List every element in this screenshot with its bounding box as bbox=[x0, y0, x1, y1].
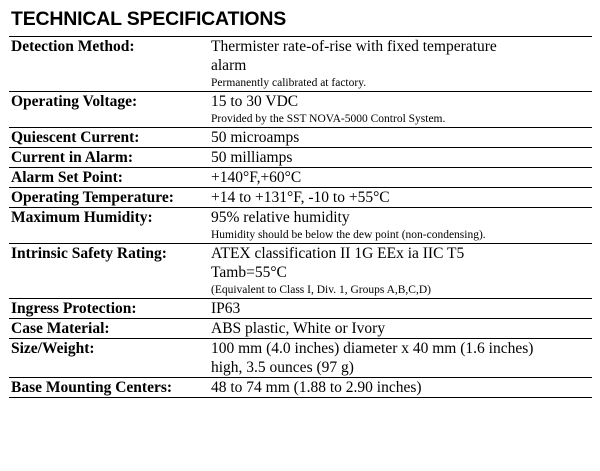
spec-label: Case Material: bbox=[11, 320, 110, 337]
spec-row bbox=[9, 207, 592, 243]
spec-value-line: 48 to 74 mm (1.88 to 2.90 inches) bbox=[211, 379, 422, 396]
spec-note: Humidity should be below the dew point (non-condensing). bbox=[211, 229, 486, 241]
spec-label: Base Mounting Centers: bbox=[11, 379, 173, 396]
spec-label: Detection Method: bbox=[11, 38, 135, 55]
spec-value-line: 95% relative humidity bbox=[211, 209, 350, 226]
spec-value-line: 100 mm (4.0 inches) diameter x 40 mm (1.6 inches) bbox=[211, 340, 534, 357]
spec-value bbox=[207, 188, 592, 207]
spec-row bbox=[9, 318, 592, 338]
spec-value-line: Tamb=55°C bbox=[211, 264, 287, 281]
spec-row bbox=[9, 36, 592, 91]
spec-value bbox=[207, 339, 592, 377]
spec-row bbox=[9, 377, 592, 398]
spec-note: Permanently calibrated at factory. bbox=[211, 77, 367, 89]
spec-row bbox=[9, 243, 592, 298]
spec-value bbox=[207, 244, 592, 298]
spec-label: Current in Alarm: bbox=[11, 149, 133, 166]
spec-sheet bbox=[9, 8, 592, 398]
spec-value bbox=[207, 299, 592, 318]
spec-value-line: 15 to 30 VDC bbox=[211, 93, 299, 110]
spec-value bbox=[207, 148, 592, 167]
spec-value bbox=[207, 128, 592, 147]
spec-row bbox=[9, 298, 592, 318]
spec-value-line: high, 3.5 ounces (97 g) bbox=[211, 359, 354, 376]
spec-value-line: ATEX classification II 1G EEx ia IIC T5 bbox=[211, 245, 465, 262]
spec-label: Operating Voltage: bbox=[11, 93, 138, 110]
spec-value-line: IP63 bbox=[211, 300, 241, 317]
spec-value bbox=[207, 208, 592, 243]
spec-table bbox=[9, 36, 592, 398]
spec-value-line: 50 microamps bbox=[211, 129, 300, 146]
spec-note: Provided by the SST NOVA-5000 Control System. bbox=[211, 113, 446, 125]
spec-value bbox=[207, 92, 592, 127]
spec-label: Ingress Protection: bbox=[11, 300, 137, 317]
spec-label: Size/Weight: bbox=[11, 340, 95, 357]
spec-value-line: 50 milliamps bbox=[211, 149, 293, 166]
spec-value bbox=[207, 168, 592, 187]
spec-label: Quiescent Current: bbox=[11, 129, 140, 146]
spec-row bbox=[9, 147, 592, 167]
spec-row bbox=[9, 187, 592, 207]
spec-label: Operating Temperature: bbox=[11, 189, 174, 206]
spec-value-line: alarm bbox=[211, 57, 247, 74]
spec-row bbox=[9, 338, 592, 377]
spec-value-line: ABS plastic, White or Ivory bbox=[211, 320, 386, 337]
spec-value bbox=[207, 37, 592, 91]
spec-row bbox=[9, 91, 592, 127]
spec-value-line: Thermister rate-of-rise with fixed temperature bbox=[211, 38, 497, 55]
spec-note: (Equivalent to Class I, Div. 1, Groups A,B,C,D) bbox=[211, 284, 431, 296]
spec-value bbox=[207, 319, 592, 338]
spec-value-line: +14 to +131°F, -10 to +55°C bbox=[211, 189, 390, 206]
spec-value-line: +140°F,+60°C bbox=[211, 169, 302, 186]
page-title: TECHNICAL SPECIFICATIONS bbox=[11, 8, 287, 30]
spec-label: Intrinsic Safety Rating: bbox=[11, 245, 167, 262]
spec-row bbox=[9, 127, 592, 147]
spec-row bbox=[9, 167, 592, 187]
spec-label: Alarm Set Point: bbox=[11, 169, 123, 186]
spec-label: Maximum Humidity: bbox=[11, 209, 153, 226]
spec-value bbox=[207, 378, 592, 397]
